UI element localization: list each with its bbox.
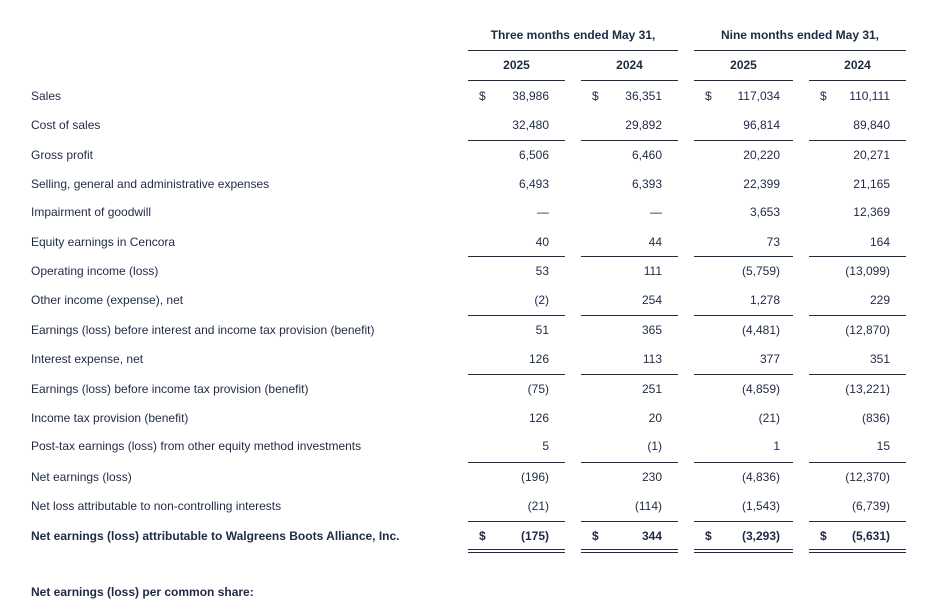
cell-value: 365 (641, 323, 662, 337)
subtotal-rule (468, 374, 565, 375)
cell-value: 126 (528, 352, 549, 366)
cell-value: 113 (642, 352, 662, 366)
value-cell (581, 261, 678, 281)
value-cell (581, 86, 678, 106)
partial-next-line: Net earnings (loss) per common share: (31, 585, 254, 599)
cell-value: 38,986 (512, 89, 549, 103)
value-cell (468, 145, 565, 165)
row-label: Interest expense, net (31, 352, 144, 366)
row-label: Net earnings (loss) (31, 470, 132, 484)
subtotal-rule (468, 140, 565, 141)
value-cell (809, 496, 906, 516)
table-row (0, 261, 947, 281)
cell-value: 36,351 (625, 89, 662, 103)
value-cell (809, 379, 906, 399)
cell-value: 3,653 (749, 205, 780, 219)
value-cell (694, 174, 793, 194)
cell-value: 126 (528, 411, 549, 425)
subtotal-rule (694, 140, 793, 141)
value-cell (809, 349, 906, 369)
three-months-header-rule (468, 50, 678, 51)
cell-value: (21) (527, 499, 549, 513)
cell-value: 344 (641, 529, 662, 543)
currency-symbol: $ (820, 529, 827, 543)
cell-value: 1,278 (749, 293, 780, 307)
cell-value: — (650, 205, 662, 219)
year-header-rule (694, 80, 793, 81)
cell-value: 1 (773, 439, 780, 453)
subtotal-rule (809, 256, 906, 257)
table-row (0, 320, 947, 340)
table-row (0, 232, 947, 252)
cell-value: (114) (634, 499, 662, 513)
value-cell (468, 202, 565, 222)
three-months-header: Three months ended May 31, (490, 28, 656, 42)
value-cell (581, 115, 678, 135)
row-label: Operating income (loss) (31, 264, 159, 278)
cell-value: 22,399 (743, 177, 780, 191)
cell-value: 117,034 (737, 89, 780, 103)
row-label: Gross profit (31, 148, 94, 162)
value-cell (581, 232, 678, 252)
value-cell (809, 467, 906, 487)
value-cell (809, 408, 906, 428)
year-header-2024-ytd: 2024 (844, 58, 871, 72)
subtotal-rule (581, 374, 678, 375)
value-cell (694, 115, 793, 135)
value-cell (468, 467, 565, 487)
cell-value: 89,840 (853, 118, 890, 132)
cell-value: 15 (876, 439, 890, 453)
total-double-rule (809, 549, 906, 553)
cell-value: 229 (869, 293, 890, 307)
cell-value: 20,220 (743, 148, 780, 162)
value-cell (581, 349, 678, 369)
value-cell (694, 145, 793, 165)
value-cell (809, 526, 906, 546)
cell-value: 110,111 (849, 89, 890, 103)
subtotal-rule (468, 315, 565, 316)
value-cell (581, 467, 678, 487)
currency-symbol: $ (705, 89, 712, 103)
row-label: Selling, general and administrative expenses (31, 177, 270, 191)
cell-value: 6,493 (518, 177, 549, 191)
cell-value: 32,480 (512, 118, 549, 132)
cell-value: (836) (861, 411, 890, 425)
value-cell (581, 379, 678, 399)
value-cell (694, 408, 793, 428)
cell-value: 6,393 (631, 177, 662, 191)
value-cell (468, 408, 565, 428)
value-cell (694, 86, 793, 106)
cell-value: 12,369 (853, 205, 890, 219)
subtotal-rule (581, 315, 678, 316)
table-row (0, 145, 947, 165)
year-header-2025-ytd: 2025 (730, 58, 757, 72)
cell-value: (4,481) (741, 323, 780, 337)
value-cell (809, 145, 906, 165)
year-header-rule (809, 80, 906, 81)
subtotal-rule (809, 140, 906, 141)
year-header-rule (581, 80, 678, 81)
row-label: Earnings (loss) before income tax provision (benefit) (31, 382, 309, 396)
value-cell (809, 86, 906, 106)
subtotal-rule (694, 256, 793, 257)
value-cell (809, 290, 906, 310)
value-cell (468, 232, 565, 252)
row-label: Sales (31, 89, 62, 103)
table-row (0, 408, 947, 428)
value-cell (809, 436, 906, 456)
value-cell (694, 290, 793, 310)
cell-value: (2) (534, 293, 549, 307)
cell-value: 377 (759, 352, 780, 366)
value-cell (694, 436, 793, 456)
cell-value: (4,836) (741, 470, 780, 484)
cell-value: (75) (527, 382, 549, 396)
currency-symbol: $ (705, 529, 712, 543)
value-cell (694, 496, 793, 516)
subtotal-rule (468, 462, 565, 463)
cell-value: 20,271 (853, 148, 890, 162)
cell-value: 230 (641, 470, 662, 484)
cell-value: 20 (648, 411, 662, 425)
cell-value: 73 (766, 235, 780, 249)
table-row (0, 202, 947, 222)
value-cell (694, 202, 793, 222)
value-cell (581, 145, 678, 165)
cell-value: — (537, 205, 549, 219)
nine-months-header-rule (694, 50, 906, 51)
cell-value: (196) (520, 470, 549, 484)
table-row (0, 174, 947, 194)
table-row (0, 115, 947, 135)
cell-value: (12,870) (845, 323, 890, 337)
total-double-rule (581, 549, 678, 553)
row-label: Cost of sales (31, 118, 101, 132)
subtotal-rule (809, 462, 906, 463)
cell-value: 111 (643, 264, 662, 278)
currency-symbol: $ (592, 89, 599, 103)
value-cell (581, 436, 678, 456)
year-header-2024-q: 2024 (616, 58, 643, 72)
value-cell (581, 320, 678, 340)
value-cell (694, 349, 793, 369)
cell-value: 53 (535, 264, 549, 278)
cell-value: 6,460 (631, 148, 662, 162)
cell-value: 29,892 (625, 118, 662, 132)
value-cell (468, 320, 565, 340)
value-cell (468, 290, 565, 310)
cell-value: (175) (520, 529, 549, 543)
row-label: Post-tax earnings (loss) from other equity method investments (31, 439, 362, 453)
subtotal-rule (809, 374, 906, 375)
value-cell (581, 290, 678, 310)
table-row (0, 496, 947, 516)
total-double-rule (468, 549, 565, 553)
cell-value: (1) (647, 439, 662, 453)
nine-months-header: Nine months ended May 31, (720, 28, 880, 42)
cell-value: (12,370) (845, 470, 890, 484)
subtotal-rule (694, 462, 793, 463)
value-cell (809, 202, 906, 222)
row-label: Earnings (loss) before interest and income tax provision (benefit) (31, 323, 375, 337)
cell-value: (5,631) (851, 529, 890, 543)
value-cell (468, 261, 565, 281)
value-cell (809, 232, 906, 252)
cell-value: 44 (648, 235, 662, 249)
value-cell (468, 496, 565, 516)
currency-symbol: $ (479, 89, 486, 103)
row-label: Net earnings (loss) attributable to Walgreens Boots Alliance, Inc. (31, 529, 400, 543)
value-cell (809, 174, 906, 194)
value-cell (581, 202, 678, 222)
cell-value: (13,099) (845, 264, 890, 278)
value-cell (809, 261, 906, 281)
cell-value: 6,506 (518, 148, 549, 162)
value-cell (694, 467, 793, 487)
cell-value: 164 (869, 235, 890, 249)
row-label: Income tax provision (benefit) (31, 411, 189, 425)
table-row (0, 86, 947, 106)
table-row (0, 436, 947, 456)
row-label: Other income (expense), net (31, 293, 184, 307)
cell-value: 51 (535, 323, 549, 337)
value-cell (694, 232, 793, 252)
cell-value: (6,739) (851, 499, 890, 513)
value-cell (468, 115, 565, 135)
cell-value: (21) (758, 411, 780, 425)
row-label: Impairment of goodwill (31, 205, 152, 219)
subtotal-rule (581, 521, 678, 522)
cell-value: (13,221) (845, 382, 890, 396)
subtotal-rule (694, 521, 793, 522)
subtotal-rule (809, 521, 906, 522)
value-cell (694, 261, 793, 281)
currency-symbol: $ (820, 89, 827, 103)
row-label: Net loss attributable to non-controlling interests (31, 499, 282, 513)
cell-value: (1,543) (741, 499, 780, 513)
subtotal-rule (581, 256, 678, 257)
total-double-rule (694, 549, 793, 553)
value-cell (581, 496, 678, 516)
table-row (0, 349, 947, 369)
value-cell (581, 174, 678, 194)
cell-value: (4,859) (741, 382, 780, 396)
value-cell (468, 86, 565, 106)
year-header-2025-q: 2025 (503, 58, 530, 72)
cell-value: (5,759) (741, 264, 780, 278)
value-cell (468, 174, 565, 194)
cell-value: 96,814 (743, 118, 780, 132)
value-cell (809, 115, 906, 135)
value-cell (468, 379, 565, 399)
value-cell (581, 408, 678, 428)
subtotal-rule (809, 315, 906, 316)
value-cell (694, 379, 793, 399)
table-row (0, 290, 947, 310)
cell-value: 351 (869, 352, 890, 366)
subtotal-rule (694, 374, 793, 375)
subtotal-rule (468, 521, 565, 522)
value-cell (694, 320, 793, 340)
cell-value: 5 (542, 439, 549, 453)
value-cell (694, 526, 793, 546)
cell-value: (3,293) (741, 529, 780, 543)
year-header-rule (468, 80, 565, 81)
cell-value: 251 (641, 382, 662, 396)
subtotal-rule (694, 315, 793, 316)
subtotal-rule (581, 462, 678, 463)
value-cell (581, 526, 678, 546)
value-cell (468, 526, 565, 546)
value-cell (468, 349, 565, 369)
subtotal-rule (581, 140, 678, 141)
value-cell (468, 436, 565, 456)
row-label: Equity earnings in Cencora (31, 235, 176, 249)
subtotal-rule (468, 256, 565, 257)
table-row (0, 526, 947, 546)
cell-value: 21,165 (853, 177, 890, 191)
table-row (0, 467, 947, 487)
cell-value: 254 (641, 293, 662, 307)
currency-symbol: $ (592, 529, 599, 543)
currency-symbol: $ (479, 529, 486, 543)
cell-value: 40 (535, 235, 549, 249)
value-cell (809, 320, 906, 340)
table-row (0, 379, 947, 399)
